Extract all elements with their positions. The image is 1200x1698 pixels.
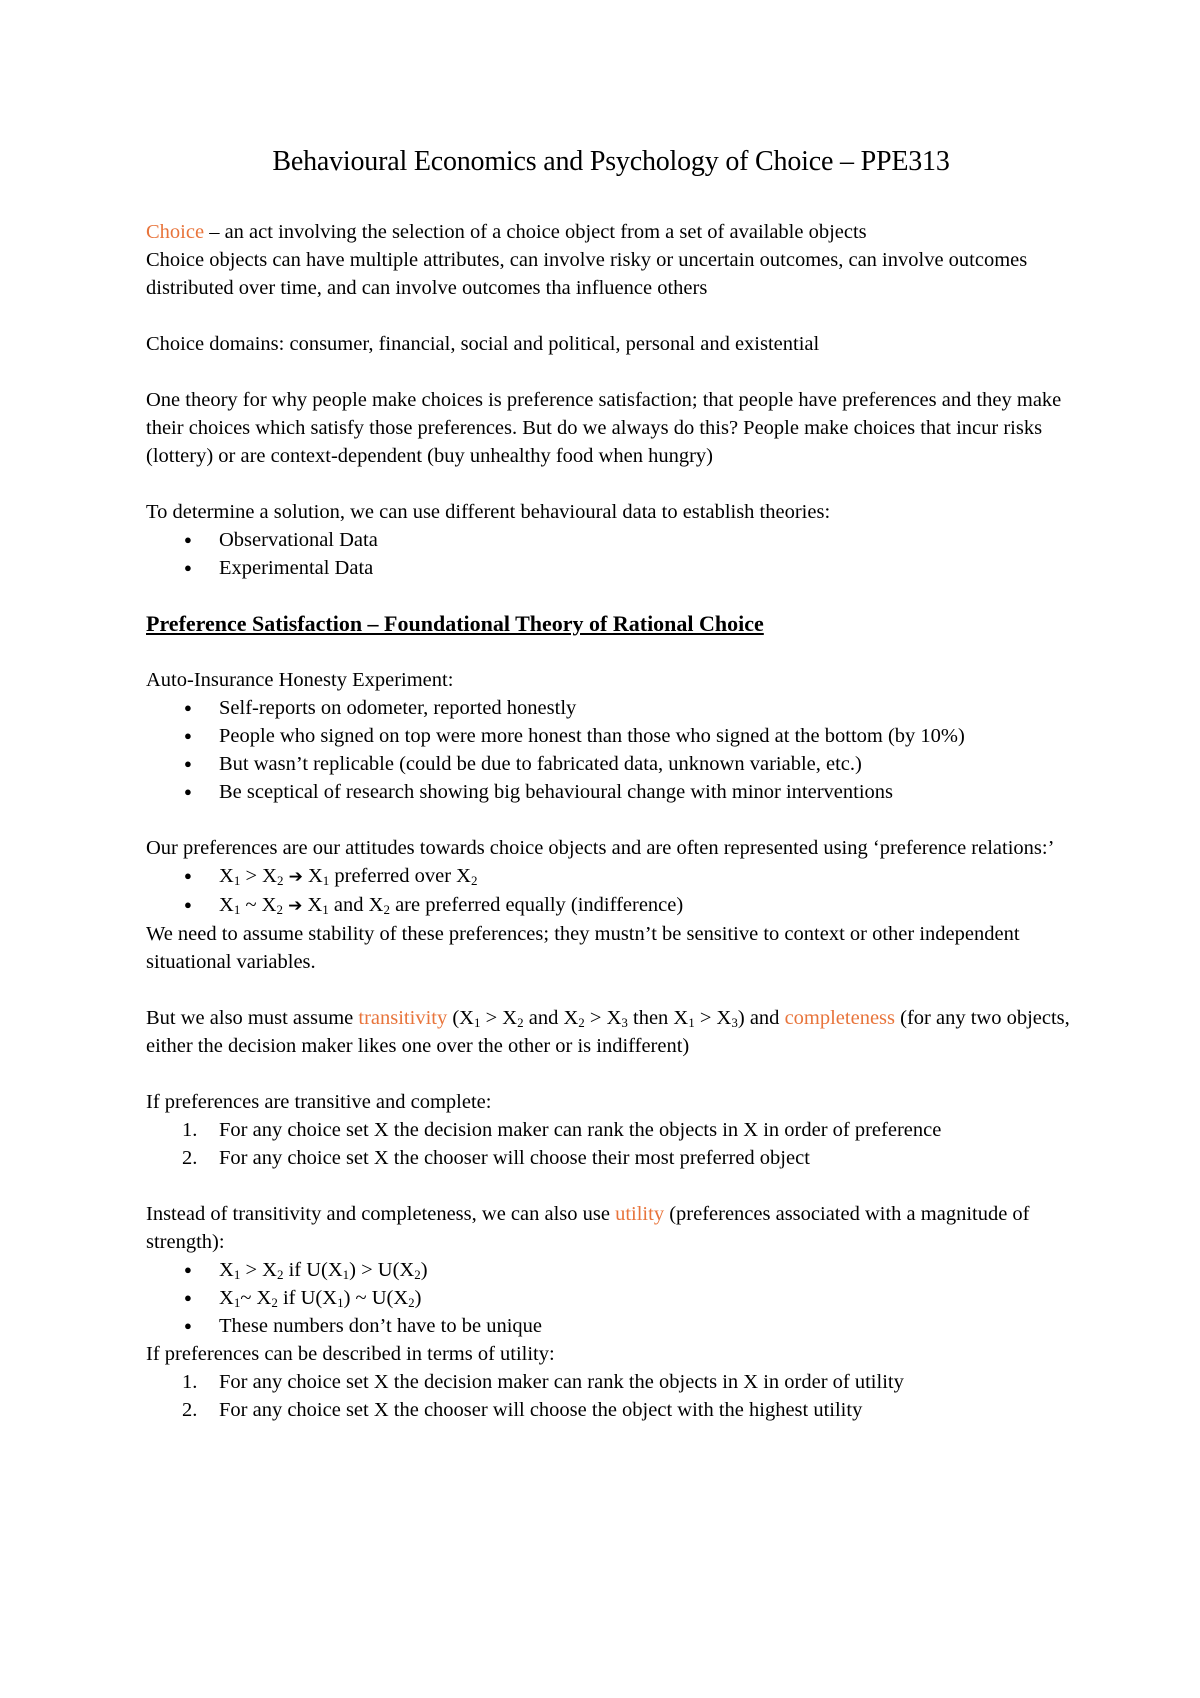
choice-domains-paragraph: Choice domains: consumer, financial, social and political, personal and existential [146,333,820,355]
document-body [146,144,1076,1424]
stability-paragraph: We need to assume stability of these preferences; they mustn’t be sensitive to context or other independent situational variables. [146,923,1020,973]
preferences-paragraph: Our preferences are our attitudes towards choice objects and are often represented using ‘preference relations:’ [146,837,1055,859]
theory-paragraph: One theory for why people make choices is preference satisfaction; that people have preferences and they make their choices which satisfy those preferences. But do we always do this? People make choices that incur risks (lottery) or are context-dependent (buy unhealthy food when hungry) [146,389,1062,467]
list-item: ● Self-reports on odometer, reported honestly [146,694,1076,722]
choice-definition: Choice – an act involving the selection of a choice object from a set of available objects [146,221,867,243]
list-item: ● $X_1\sim$ $X_2$ if $U(X_1)$ ~ $U(X_2)$ [146,1284,1076,1312]
list-item: 2. For any choice set X the chooser will choose their most preferred object [182,1147,810,1169]
term-completeness: completeness [784,1007,896,1029]
experiment-title: Auto-Insurance Honesty Experiment: [146,669,454,691]
list-item: ● $X_1$ ~ $X_2$ ➔ $X_1$ and $X_2$ are preferred equally (indifference) [146,891,1076,920]
list-item: ● Be sceptical of research showing big behavioural change with minor interventions [146,778,1076,806]
list-item: ● But wasn’t replicable (could be due to fabricated data, unknown variable, etc.) [146,750,1076,778]
assumptions-paragraph: But we also must assume transitivity ($X_1 > X_2$ and $X_2 > X_3$ then $X_1 > X_3$) and completeness (for any two objects, either the decision maker likes one over the other or is indifferent) [146,1007,1070,1057]
preference-relations-list [146,862,1076,920]
list-item: ● Observational Data [146,526,1076,554]
list-item: ● Experimental Data [146,554,1076,582]
list-item: ● People who signed on top were more honest than those who signed at the bottom (by 10%) [146,722,1076,750]
arrow-right-icon: ➔ [288,896,303,916]
term-transitivity: transitivity [358,1007,448,1029]
arrow-right-icon: ➔ [288,867,303,887]
term-utility: utility [615,1203,665,1225]
list-item: ● $X_1 > X_2$ ➔ $X_1$ preferred over $X_2$ [146,862,1076,891]
utility-paragraph: Instead of transitivity and completeness, we can also use utility (preferences associated with a magnitude of strength): [146,1203,1030,1253]
section-heading: Preference Satisfaction – Foundational Theory of Rational Choice [146,611,764,636]
choice-objects-paragraph: Choice objects can have multiple attributes, can involve risky or uncertain outcomes, can involve outcomes distributed over time, and can involve outcomes tha influence others [146,249,1028,299]
document-title: Behavioural Economics and Psychology of Choice – PPE313 [272,146,950,177]
list-item: 1. For any choice set X the decision maker can rank the objects in X in order of preference [182,1119,942,1141]
utility-list [146,1256,1076,1340]
determine-paragraph: To determine a solution, we can use different behavioural data to establish theories: [146,501,831,523]
list-item: ● These numbers don’t have to be unique [146,1312,1076,1340]
transitive-list [146,1116,1076,1172]
list-item: 2. For any choice set X the chooser will choose the object with the highest utility [182,1399,863,1421]
term-choice: Choice [146,221,205,243]
transitive-title: If preferences are transitive and complete: [146,1091,492,1113]
utility-title: If preferences can be described in terms of utility: [146,1343,555,1365]
list-item: ● $X_1 > X_2$ if $U(X_1) > U(X_2)$ [146,1256,1076,1284]
utility-rules-list [146,1368,1076,1424]
data-types-list [146,526,1076,582]
experiment-list [146,694,1076,806]
list-item: 1. For any choice set X the decision maker can rank the objects in X in order of utility [182,1371,904,1393]
